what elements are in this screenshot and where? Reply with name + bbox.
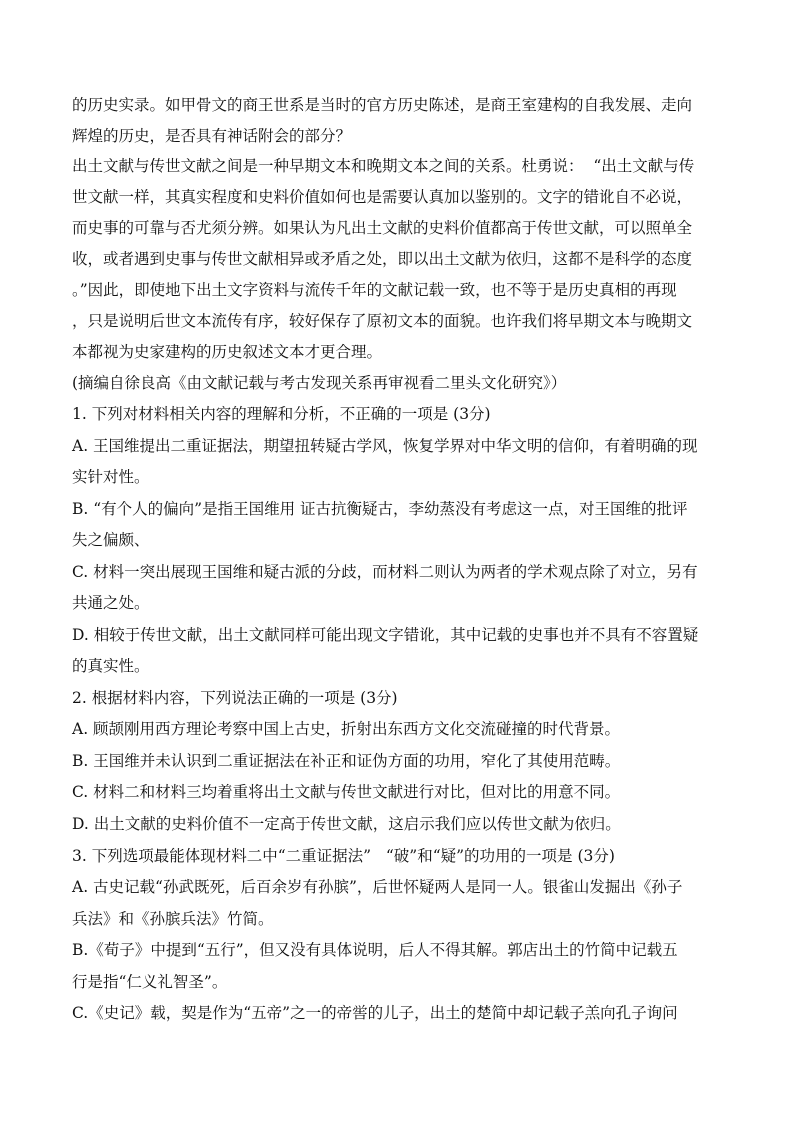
source-citation: (摘编自徐良高《由文献记载与考古发现关系再审视看二里头文化研究》） (72, 374, 567, 392)
text-line: 。”因此，即使地下出土文字资料与流传千年的文献记载一致，也不等于是历史真相的再现 (72, 281, 677, 299)
option-text: A. 古史记载“孙武既死，后百余岁有孙膑”，后世怀疑两人是同一人。银雀山发掘出《孙子 (72, 878, 683, 896)
option-text: D. 出土文献的史料价值不一定高于传世文献，这启示我们应以传世文献为依归。 (72, 815, 621, 833)
text-line: 本都视为史家建构的历史叙述文本才更合理。 (72, 343, 383, 361)
question-3-stem: 3. 下列选项最能体现材料二中“二重证据法” “破”和“疑”的功用的一项是 (3分) (72, 847, 615, 865)
option-text: C. 材料二和材料三均着重将出土文献与传世文献进行对比，但对比的用意不同。 (72, 783, 621, 801)
question-2-stem: 2. 根据材料内容，下列说法正确的一项是 (3分) (72, 689, 398, 707)
text-line: 的历史实录。如甲骨文的商王世系是当时的官方历史陈述，是商王室建构的自我发展、走向 (72, 96, 693, 114)
option-text: A. 顾颉刚用西方理论考察中国上古史，折射出东西方文化交流碰撞的时代背景。 (72, 720, 621, 738)
option-text: C.《史记》载，契是作为“五帝”之一的帝喾的儿子，出土的楚简中却记载子羔向孔子询问 (72, 1004, 678, 1022)
text-line: 出土文献与传世文献之间是一种早期文本和晚期文本之间的关系。杜勇说： “出土文献与传 (72, 157, 695, 175)
option-text: 行是指“仁义礼智圣”。 (72, 973, 228, 991)
option-text: C. 材料一突出展现王国维和疑古派的分歧，而材料二则认为两者的学术观点除了对立，另有 (72, 563, 698, 581)
text-line: 辉煌的历史，是否具有神话附会的部分？ (72, 127, 352, 145)
option-text: A. 王国维提出二重证据法，期望扭转疑古学风，恢复学界对中华文明的信仰，有着明确的现 (72, 437, 698, 455)
option-text: 兵法》和《孙膑兵法》竹简。 (72, 910, 274, 928)
option-text: 共通之处。 (72, 594, 150, 612)
option-text: B. “有个人的偏向”是指王国维用 证古抗衡疑古，李幼蒸没有考虑这一点，对王国维的批评 (72, 500, 688, 518)
option-text: D. 相较于传世文献，出土文献同样可能出现文字错讹，其中记载的史事也并不具有不容置疑 (72, 626, 699, 644)
option-text: 失之偏颇、 (72, 531, 150, 549)
text-line: 世文献一样，其真实程度和史料价值如何也是需要认真加以鉴别的。文字的错讹自不必说， (72, 188, 693, 206)
text-line: 而史事的可靠与否尤须分辨。如果认为凡出土文献的史料价值都高于传世文献，可以照单全 (72, 219, 693, 237)
text-line: 收，或者遇到史事与传世文献相异或矛盾之处，即以出土文献为依归，这都不是科学的态度 (72, 250, 693, 268)
question-1-stem: 1. 下列对材料相关内容的理解和分析，不正确的一项是 (3分) (72, 405, 491, 423)
text-line: ，只是说明后世文本流传有序，较好保存了原初文本的面貌。也许我们将早期文本与晚期文 (72, 312, 693, 330)
option-text: B.《荀子》中提到“五行”，但又没有具体说明，后人不得其解。郭店出土的竹简中记载五 (72, 941, 678, 959)
option-text: B. 王国维并未认识到二重证据法在补正和证伪方面的功用，窄化了其使用范畴。 (72, 752, 621, 770)
option-text: 实针对性。 (72, 468, 150, 486)
option-text: 的真实性。 (72, 657, 150, 675)
